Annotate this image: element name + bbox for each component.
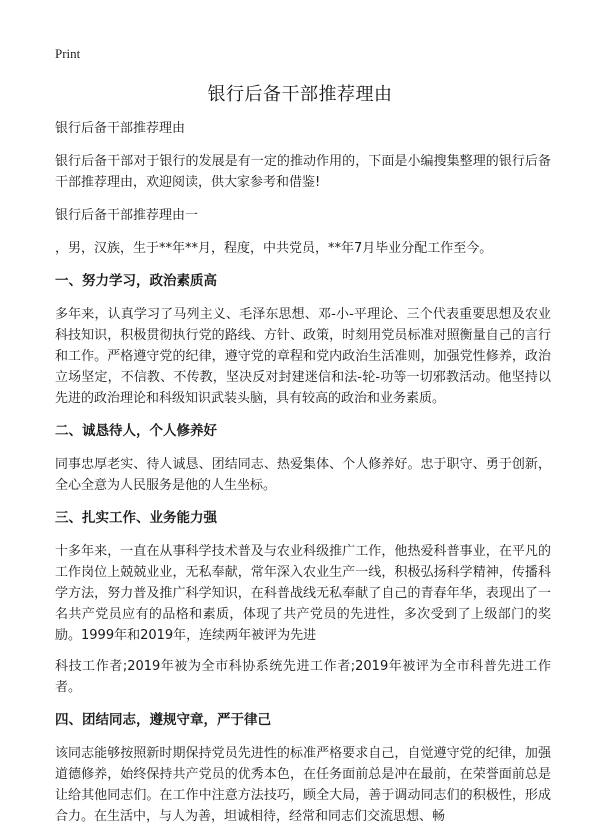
section-paragraph: 十多年来，一直在从事科学技术普及与农业科级推广工作，他热爱科普事业，在平凡的工作岗位上兢兢业业，无私奉献，常年深入农业生产一线，积极弘扬科学精神，传播科学方法，努力普及推广科学知识，在科普战线无私奉献了自己的青春年华，表现出了一名共产党员应有的品格和素质，体现了共产党员的先进性，多次受到了上级部门的奖励。1999年和2019年，连续两年被评为先进 bbox=[55, 544, 551, 643]
document-body bbox=[55, 118, 551, 839]
section-paragraph: 多年来，认真学习了马列主义、毛泽东思想、邓-小-平理论、三个代表重要思想及农业科技知识，积极贯彻执行党的路线、方针、政策，时刻用党员标准对照衡量自己的言行和工作。严格遵守党的纪律，遵守党的章程和党内政治生活准则，加强党性修养，政治立场坚定，不信教、不传教，坚决反对封建迷信和法-轮-功等一切邪教活动。他坚持以先进的政治理论和科级知识武装头脑，具有较高的政治和业务素质。 bbox=[55, 307, 551, 406]
section-heading: 四、团结同志，遵规守章，严于律己 bbox=[55, 712, 271, 728]
intro-paragraph: 银行后备干部对于银行的发展是有一定的推动作用的，下面是小编搜集整理的银行后备干部推荐理由，欢迎阅读，供大家参考和借鉴! bbox=[55, 154, 551, 190]
page-title: 银行后备干部推荐理由 bbox=[207, 84, 393, 105]
reason-label: 银行后备干部推荐理由一 bbox=[55, 208, 199, 223]
print-link[interactable]: Print bbox=[55, 46, 81, 61]
document-subtitle: 银行后备干部推荐理由 bbox=[55, 121, 186, 136]
section-paragraph: 科技工作者;2019年被为全市科协系统先进工作者;2019年被评为全市科普先进工作者。 bbox=[55, 659, 551, 695]
section-heading: 二、诚恳待人，个人修养好 bbox=[55, 423, 217, 439]
section-paragraph: 同事忠厚老实、待人诚恳、团结同志、热爱集体、个人修养好。忠于职守、勇于创新，全心全意为人民服务是他的人生坐标。 bbox=[55, 457, 551, 493]
section-paragraph: 该同志能够按照新时期保持党员先进性的标准严格要求自己，自觉遵守党的纪律，加强道德修养，始终保持共产党员的优秀本色，在任务面前总是冲在最前，在荣誉面前总是让给其他同志们。在工作中注意方法技巧，顾全大局，善于调动同志们的积极性，形成合力。在生活中，与人为善，坦诚相待，经常和同志们交流思想、畅 bbox=[55, 746, 551, 824]
section-heading: 一、努力学习，政治素质高 bbox=[55, 273, 217, 289]
section-heading: 三、扎实工作、业务能力强 bbox=[55, 510, 217, 526]
profile-paragraph: ，男，汉族，生于**年**月，程度，中共党员，**年7月毕业分配工作至今。 bbox=[55, 241, 493, 256]
